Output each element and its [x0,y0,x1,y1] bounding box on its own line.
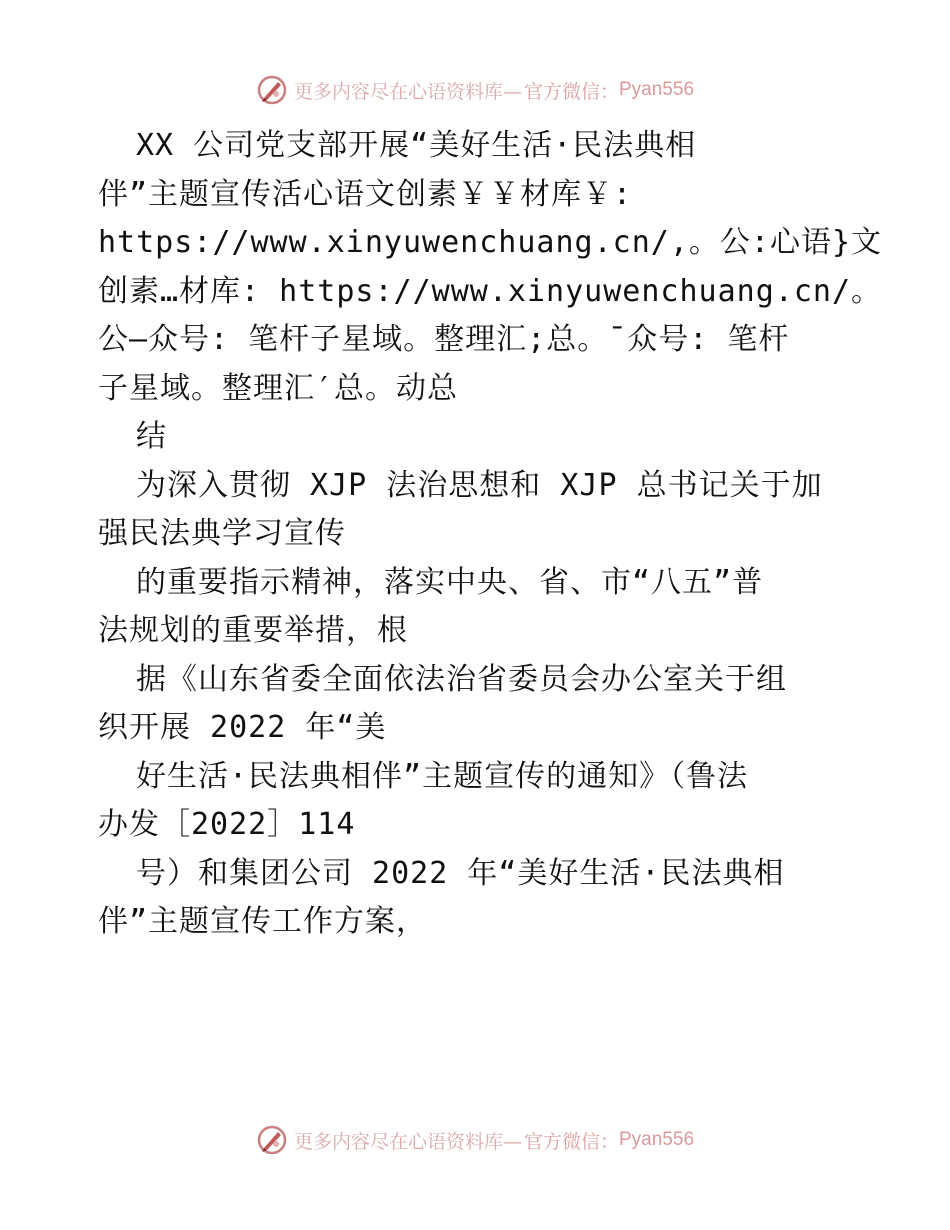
document-line: 子星域。整理汇′总。动总 [98,370,459,406]
quill-logo-icon [256,1124,288,1156]
watermark-wechat-label: 官方微信： [523,1130,619,1153]
document-line: 伴”主题宣传工作方案， [98,904,428,939]
document-line: 的重要指示精神，落实中央、省、市“八五”普 [136,564,764,600]
watermark-wechat-label: 官方微信： [523,80,619,103]
watermark-banner-bottom [0,1120,950,1160]
document-body [98,122,883,947]
document-line: 办发［2022］114 [98,807,356,842]
document-line: 织开展 2022 年“美 [98,710,387,745]
document-line: 伴”主题宣传活心语文创素￥￥材库￥: [98,176,633,212]
document-line: 为深入贯彻 XJP 法治思想和 XJP 总书记关于加 [136,467,823,503]
document-line: https://www.xinyuwenchuang.cn/,。公:心语}文 [98,225,883,260]
watermark-wechat-id: Pyan556 [619,1129,695,1150]
quill-logo-icon [256,74,288,106]
document-line: 公—众号: 笔杆子星域。整理汇;总。¯众号: 笔杆 [98,322,790,357]
document-line: 强民法典学习宣传 [98,516,346,551]
watermark-text: 更多内容尽在心语资料库— [293,80,522,103]
document-line: 创素…材库: https://www.xinyuwenchuang.cn/。 [98,273,883,309]
document-line: 据《山东省委全面依法治省委员会办公室关于组 [136,661,787,697]
document-line: XX 公司党支部开展“美好生活·民法典相 [136,128,697,163]
watermark-text: 更多内容尽在心语资料库— [293,1130,522,1153]
watermark-wechat-id: Pyan556 [619,79,695,100]
document-line: 法规划的重要举措，根 [98,613,408,648]
document-line: 好生活·民法典相伴”主题宣传的通知》（鲁法 [136,758,749,794]
document-line: 号）和集团公司 2022 年“美好生活·民法典相 [136,855,785,891]
document-line: 结 [136,419,167,454]
watermark-banner-top [0,70,950,110]
